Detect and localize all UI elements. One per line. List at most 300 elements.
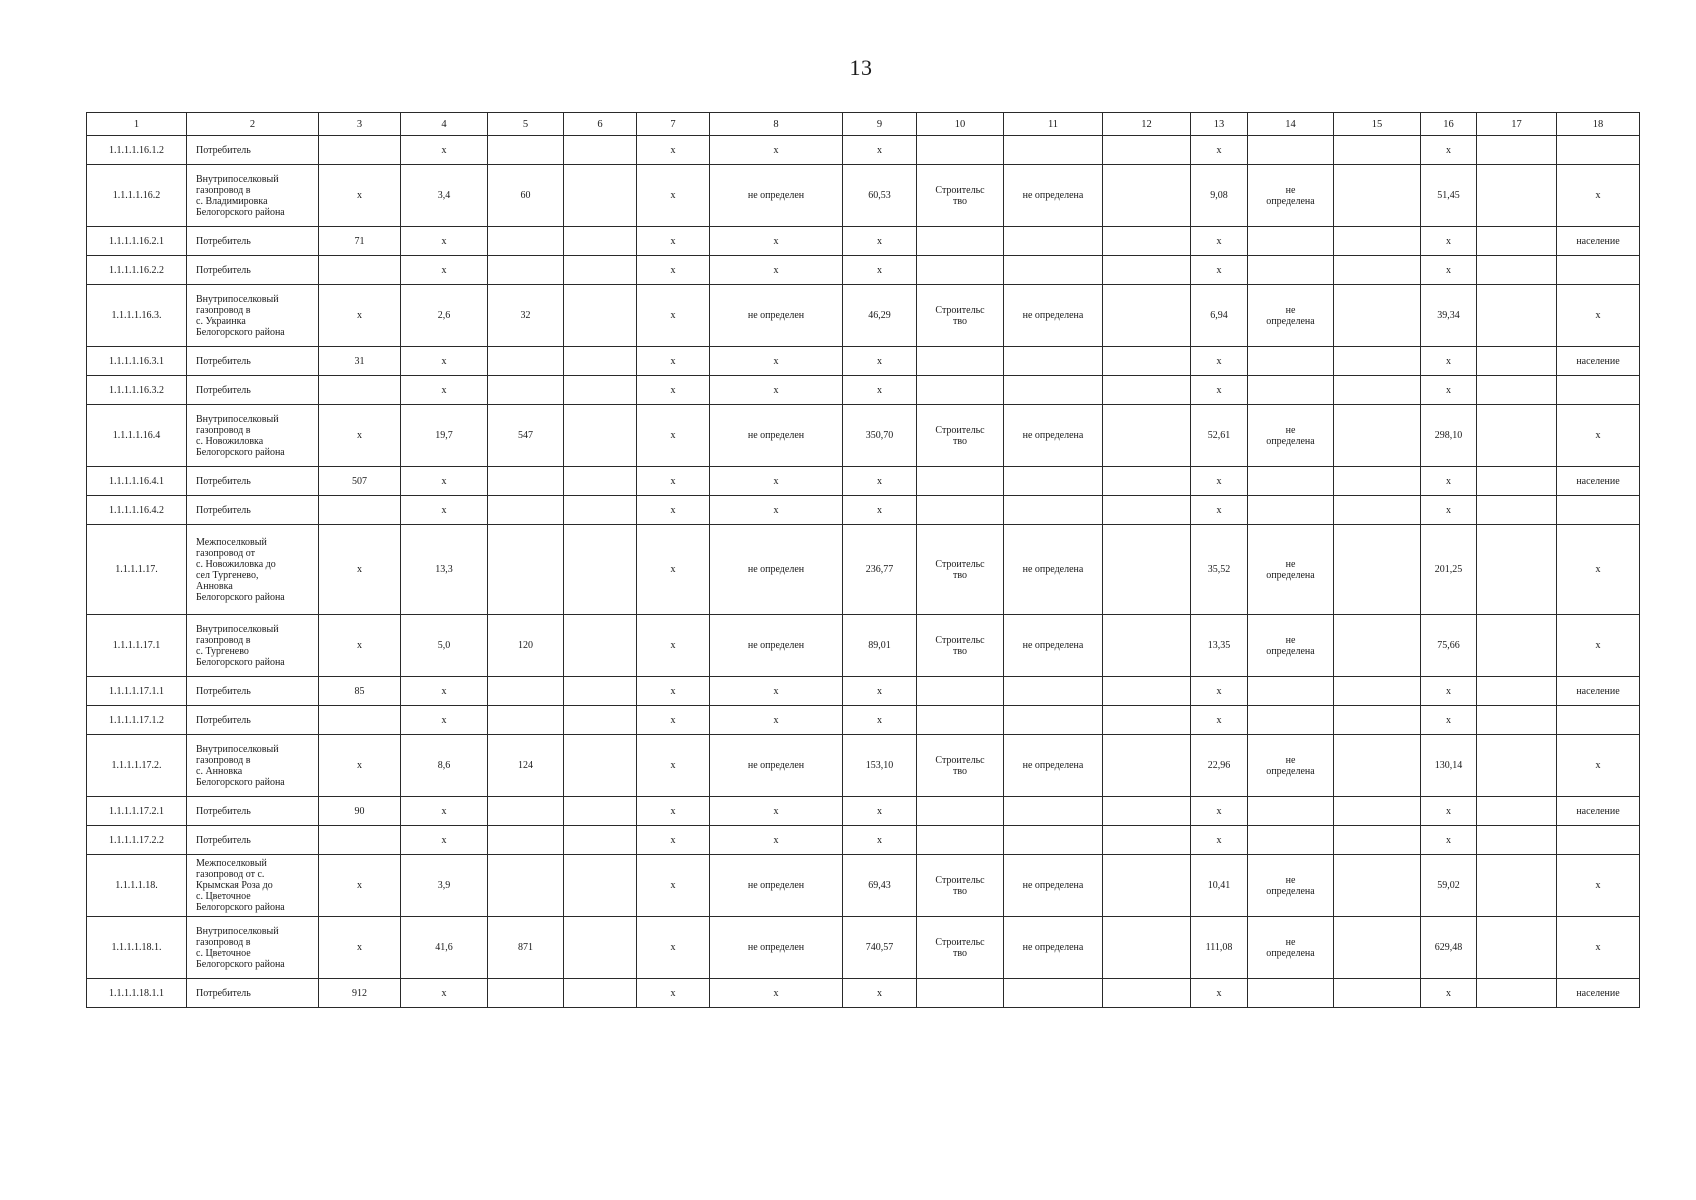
table-cell-col-11 bbox=[1004, 797, 1103, 826]
table-cell-col-13: х bbox=[1191, 136, 1248, 165]
table-cell-col-2: Внутрипоселковый газопровод в с. Цветочное Белогорского района bbox=[187, 917, 319, 979]
table-cell-col-7: х bbox=[637, 855, 710, 917]
table-cell-col-8: х bbox=[710, 467, 843, 496]
table-cell-col-11: не определена bbox=[1004, 855, 1103, 917]
table-cell-col-10: Строительс тво bbox=[917, 615, 1004, 677]
table-cell-col-6 bbox=[564, 347, 637, 376]
table-cell-col-14: не определена bbox=[1248, 735, 1334, 797]
table-cell-col-5 bbox=[488, 677, 564, 706]
table-cell-col-16: х bbox=[1421, 136, 1477, 165]
table-cell-col-10 bbox=[917, 256, 1004, 285]
table-cell-col-18: население bbox=[1557, 467, 1640, 496]
table-cell-col-6 bbox=[564, 136, 637, 165]
table-cell-col-11 bbox=[1004, 376, 1103, 405]
table-cell-col-11 bbox=[1004, 256, 1103, 285]
table-cell-col-17 bbox=[1477, 525, 1557, 615]
table-cell-col-8: х bbox=[710, 706, 843, 735]
table-cell-col-11: не определена bbox=[1004, 525, 1103, 615]
table-cell-col-1: 1.1.1.1.17.1.2 bbox=[87, 706, 187, 735]
table-cell-col-16: 75,66 bbox=[1421, 615, 1477, 677]
table-cell-col-13: х bbox=[1191, 256, 1248, 285]
table-cell-col-5 bbox=[488, 797, 564, 826]
table-cell-col-12 bbox=[1103, 285, 1191, 347]
table-cell-col-11 bbox=[1004, 347, 1103, 376]
table-cell-col-14 bbox=[1248, 227, 1334, 256]
table-cell-col-18: население bbox=[1557, 979, 1640, 1008]
table-cell-col-13: 52,61 bbox=[1191, 405, 1248, 467]
table-cell-col-3: 71 bbox=[319, 227, 401, 256]
table-cell-col-18: население bbox=[1557, 797, 1640, 826]
table-cell-col-3 bbox=[319, 256, 401, 285]
table-cell-col-12 bbox=[1103, 496, 1191, 525]
table-cell-col-11: не определена bbox=[1004, 735, 1103, 797]
table-cell-col-14 bbox=[1248, 256, 1334, 285]
table-cell-col-12 bbox=[1103, 826, 1191, 855]
table-cell-col-12 bbox=[1103, 405, 1191, 467]
table-cell-col-4: х bbox=[401, 496, 488, 525]
table-row bbox=[87, 525, 1640, 615]
table-cell-col-10: Строительс тво bbox=[917, 917, 1004, 979]
table-cell-col-2: Потребитель bbox=[187, 227, 319, 256]
table-cell-col-17 bbox=[1477, 706, 1557, 735]
table-cell-col-10 bbox=[917, 227, 1004, 256]
table-cell-col-15 bbox=[1334, 706, 1421, 735]
table-cell-col-18: население bbox=[1557, 347, 1640, 376]
table-cell-col-9: х bbox=[843, 706, 917, 735]
table-cell-col-8: х bbox=[710, 256, 843, 285]
table-cell-col-2: Внутрипоселковый газопровод в с. Анновка Белогорского района bbox=[187, 735, 319, 797]
table-cell-col-11: не определена bbox=[1004, 165, 1103, 227]
table-row bbox=[87, 826, 1640, 855]
table-cell-col-6 bbox=[564, 496, 637, 525]
table-cell-col-8: не определен bbox=[710, 525, 843, 615]
table-cell-col-2: Межпоселковый газопровод от с. Новожиловка до сел Тургенево, Анновка Белогорского района bbox=[187, 525, 319, 615]
table-cell-col-10 bbox=[917, 677, 1004, 706]
table-cell-col-13: х bbox=[1191, 376, 1248, 405]
table-row bbox=[87, 405, 1640, 467]
table-cell-col-7: х bbox=[637, 256, 710, 285]
table-cell-col-12 bbox=[1103, 706, 1191, 735]
table-cell-col-9: х bbox=[843, 467, 917, 496]
table-cell-col-13: х bbox=[1191, 797, 1248, 826]
table-cell-col-16: 51,45 bbox=[1421, 165, 1477, 227]
table-cell-col-4: х bbox=[401, 979, 488, 1008]
table-cell-col-18 bbox=[1557, 496, 1640, 525]
table-cell-col-7: х bbox=[637, 376, 710, 405]
table-cell-col-1: 1.1.1.1.16.4 bbox=[87, 405, 187, 467]
table-cell-col-1: 1.1.1.1.18.1. bbox=[87, 917, 187, 979]
table-cell-col-2: Потребитель bbox=[187, 496, 319, 525]
table-cell-col-10 bbox=[917, 797, 1004, 826]
table-row bbox=[87, 256, 1640, 285]
table-cell-col-5: 124 bbox=[488, 735, 564, 797]
page-number: 13 bbox=[849, 55, 873, 80]
table-cell-col-16: х bbox=[1421, 496, 1477, 525]
table-cell-col-4: х bbox=[401, 136, 488, 165]
table-cell-col-5 bbox=[488, 706, 564, 735]
table-cell-col-7: х bbox=[637, 735, 710, 797]
table-cell-col-10: Строительс тво bbox=[917, 405, 1004, 467]
table-cell-col-10 bbox=[917, 136, 1004, 165]
table-cell-col-16: х bbox=[1421, 347, 1477, 376]
table-cell-col-16: 298,10 bbox=[1421, 405, 1477, 467]
table-row bbox=[87, 496, 1640, 525]
table-cell-col-12 bbox=[1103, 376, 1191, 405]
table-cell-col-1: 1.1.1.1.17.2.1 bbox=[87, 797, 187, 826]
table-cell-col-8: х bbox=[710, 376, 843, 405]
table-cell-col-18: население bbox=[1557, 227, 1640, 256]
table-cell-col-14: не определена bbox=[1248, 525, 1334, 615]
table-cell-col-3 bbox=[319, 826, 401, 855]
table-cell-col-3: х bbox=[319, 735, 401, 797]
table-cell-col-2: Потребитель bbox=[187, 376, 319, 405]
table-cell-col-1: 1.1.1.1.16.2.1 bbox=[87, 227, 187, 256]
table-cell-col-2: Внутрипоселковый газопровод в с. Владимировка Белогорского района bbox=[187, 165, 319, 227]
table-cell-col-16: х bbox=[1421, 797, 1477, 826]
table-cell-col-3: х bbox=[319, 525, 401, 615]
header-cell-2: 2 bbox=[187, 113, 319, 136]
table-cell-col-9: х bbox=[843, 376, 917, 405]
table-cell-col-12 bbox=[1103, 256, 1191, 285]
table-cell-col-4: х bbox=[401, 256, 488, 285]
table-row bbox=[87, 979, 1640, 1008]
table-cell-col-8: х bbox=[710, 979, 843, 1008]
table-cell-col-17 bbox=[1477, 979, 1557, 1008]
table-row bbox=[87, 706, 1640, 735]
table-cell-col-4: 41,6 bbox=[401, 917, 488, 979]
table-cell-col-12 bbox=[1103, 615, 1191, 677]
header-cell-13: 13 bbox=[1191, 113, 1248, 136]
table-cell-col-15 bbox=[1334, 855, 1421, 917]
table-cell-col-8: х bbox=[710, 496, 843, 525]
table-cell-col-2: Потребитель bbox=[187, 347, 319, 376]
table-cell-col-6 bbox=[564, 917, 637, 979]
table-cell-col-9: 236,77 bbox=[843, 525, 917, 615]
table-cell-col-9: х bbox=[843, 496, 917, 525]
table-cell-col-9: х bbox=[843, 227, 917, 256]
table-cell-col-9: 350,70 bbox=[843, 405, 917, 467]
table-cell-col-18 bbox=[1557, 706, 1640, 735]
table-cell-col-8: х bbox=[710, 227, 843, 256]
header-cell-11: 11 bbox=[1004, 113, 1103, 136]
table-cell-col-1: 1.1.1.1.17.2.2 bbox=[87, 826, 187, 855]
table-cell-col-7: х bbox=[637, 706, 710, 735]
table-row bbox=[87, 677, 1640, 706]
table-cell-col-3: х bbox=[319, 917, 401, 979]
table-cell-col-18 bbox=[1557, 256, 1640, 285]
table-cell-col-13: х bbox=[1191, 467, 1248, 496]
table-row bbox=[87, 285, 1640, 347]
table-row bbox=[87, 735, 1640, 797]
table-cell-col-2: Потребитель bbox=[187, 706, 319, 735]
table-cell-col-7: х bbox=[637, 405, 710, 467]
table-cell-col-8: не определен bbox=[710, 735, 843, 797]
table-cell-col-1: 1.1.1.1.18.1.1 bbox=[87, 979, 187, 1008]
table-cell-col-3: 507 bbox=[319, 467, 401, 496]
table-cell-col-13: х bbox=[1191, 227, 1248, 256]
table-cell-col-13: 6,94 bbox=[1191, 285, 1248, 347]
table-cell-col-5 bbox=[488, 467, 564, 496]
table-cell-col-16: х bbox=[1421, 376, 1477, 405]
table-cell-col-3 bbox=[319, 376, 401, 405]
table-cell-col-7: х bbox=[637, 826, 710, 855]
table-cell-col-3: х bbox=[319, 855, 401, 917]
table-cell-col-10: Строительс тво bbox=[917, 855, 1004, 917]
table-cell-col-12 bbox=[1103, 979, 1191, 1008]
table-cell-col-3: 912 bbox=[319, 979, 401, 1008]
table-cell-col-17 bbox=[1477, 826, 1557, 855]
table-cell-col-5 bbox=[488, 979, 564, 1008]
table-cell-col-15 bbox=[1334, 136, 1421, 165]
table-cell-col-1: 1.1.1.1.17. bbox=[87, 525, 187, 615]
table-cell-col-7: х bbox=[637, 615, 710, 677]
table-cell-col-16: х bbox=[1421, 826, 1477, 855]
table-cell-col-7: х bbox=[637, 797, 710, 826]
table-cell-col-6 bbox=[564, 706, 637, 735]
table-cell-col-2: Потребитель bbox=[187, 136, 319, 165]
table-cell-col-13: х bbox=[1191, 496, 1248, 525]
table-cell-col-17 bbox=[1477, 376, 1557, 405]
table-row bbox=[87, 376, 1640, 405]
table-cell-col-16: 629,48 bbox=[1421, 917, 1477, 979]
table-cell-col-15 bbox=[1334, 285, 1421, 347]
table-cell-col-18: х bbox=[1557, 735, 1640, 797]
table-cell-col-5: 120 bbox=[488, 615, 564, 677]
table-cell-col-9: 60,53 bbox=[843, 165, 917, 227]
table-cell-col-9: 69,43 bbox=[843, 855, 917, 917]
table-cell-col-2: Потребитель bbox=[187, 256, 319, 285]
table-cell-col-7: х bbox=[637, 285, 710, 347]
table-cell-col-15 bbox=[1334, 347, 1421, 376]
table-cell-col-13: х bbox=[1191, 677, 1248, 706]
table-cell-col-1: 1.1.1.1.17.1 bbox=[87, 615, 187, 677]
header-row bbox=[87, 113, 1640, 136]
table-cell-col-2: Потребитель bbox=[187, 677, 319, 706]
table-cell-col-3 bbox=[319, 496, 401, 525]
table-row bbox=[87, 855, 1640, 917]
table-cell-col-17 bbox=[1477, 227, 1557, 256]
table-cell-col-17 bbox=[1477, 467, 1557, 496]
table-cell-col-18: х bbox=[1557, 855, 1640, 917]
table-cell-col-1: 1.1.1.1.16.3.2 bbox=[87, 376, 187, 405]
table-cell-col-8: не определен bbox=[710, 405, 843, 467]
table-row bbox=[87, 347, 1640, 376]
table-cell-col-9: 153,10 bbox=[843, 735, 917, 797]
table-cell-col-11 bbox=[1004, 826, 1103, 855]
table-cell-col-6 bbox=[564, 525, 637, 615]
table-cell-col-3 bbox=[319, 136, 401, 165]
table-cell-col-7: х bbox=[637, 227, 710, 256]
table-cell-col-9: х bbox=[843, 979, 917, 1008]
table-cell-col-7: х bbox=[637, 677, 710, 706]
table-cell-col-6 bbox=[564, 227, 637, 256]
table-row bbox=[87, 227, 1640, 256]
table-cell-col-17 bbox=[1477, 256, 1557, 285]
table-cell-col-17 bbox=[1477, 735, 1557, 797]
table-cell-col-7: х bbox=[637, 917, 710, 979]
table-cell-col-5 bbox=[488, 136, 564, 165]
table-cell-col-8: не определен bbox=[710, 285, 843, 347]
table-cell-col-15 bbox=[1334, 735, 1421, 797]
table-cell-col-4: х bbox=[401, 677, 488, 706]
table-row bbox=[87, 467, 1640, 496]
table-cell-col-6 bbox=[564, 285, 637, 347]
table-cell-col-8: не определен bbox=[710, 165, 843, 227]
table-cell-col-10 bbox=[917, 467, 1004, 496]
table-cell-col-14 bbox=[1248, 467, 1334, 496]
table-cell-col-9: х bbox=[843, 347, 917, 376]
table-cell-col-14: не определена bbox=[1248, 855, 1334, 917]
table-cell-col-15 bbox=[1334, 797, 1421, 826]
table-cell-col-4: х bbox=[401, 706, 488, 735]
table-cell-col-1: 1.1.1.1.16.4.2 bbox=[87, 496, 187, 525]
table-cell-col-2: Потребитель bbox=[187, 467, 319, 496]
table-cell-col-8: х bbox=[710, 347, 843, 376]
table-cell-col-5 bbox=[488, 826, 564, 855]
table-cell-col-15 bbox=[1334, 615, 1421, 677]
table-cell-col-5: 547 bbox=[488, 405, 564, 467]
table-cell-col-12 bbox=[1103, 735, 1191, 797]
table-cell-col-14: не определена bbox=[1248, 615, 1334, 677]
table-cell-col-16: х bbox=[1421, 677, 1477, 706]
table-cell-col-13: 10,41 bbox=[1191, 855, 1248, 917]
table-cell-col-10: Строительс тво bbox=[917, 735, 1004, 797]
table-cell-col-15 bbox=[1334, 826, 1421, 855]
table-cell-col-3: 85 bbox=[319, 677, 401, 706]
table-cell-col-7: х bbox=[637, 525, 710, 615]
table-cell-col-16: 201,25 bbox=[1421, 525, 1477, 615]
table-cell-col-10 bbox=[917, 706, 1004, 735]
header-cell-9: 9 bbox=[843, 113, 917, 136]
table-cell-col-13: х bbox=[1191, 826, 1248, 855]
table-cell-col-18: х bbox=[1557, 165, 1640, 227]
table-cell-col-15 bbox=[1334, 979, 1421, 1008]
header-cell-17: 17 bbox=[1477, 113, 1557, 136]
header-cell-3: 3 bbox=[319, 113, 401, 136]
table-cell-col-18: х bbox=[1557, 285, 1640, 347]
table-cell-col-4: х bbox=[401, 797, 488, 826]
table-cell-col-13: 13,35 bbox=[1191, 615, 1248, 677]
table-cell-col-3: х bbox=[319, 165, 401, 227]
table-cell-col-9: х bbox=[843, 677, 917, 706]
table-cell-col-1: 1.1.1.1.17.2. bbox=[87, 735, 187, 797]
table-cell-col-15 bbox=[1334, 496, 1421, 525]
table-cell-col-6 bbox=[564, 405, 637, 467]
header-cell-6: 6 bbox=[564, 113, 637, 136]
table-cell-col-6 bbox=[564, 165, 637, 227]
table-cell-col-17 bbox=[1477, 797, 1557, 826]
table-cell-col-17 bbox=[1477, 855, 1557, 917]
table-cell-col-1: 1.1.1.1.18. bbox=[87, 855, 187, 917]
table-cell-col-12 bbox=[1103, 467, 1191, 496]
table-cell-col-16: 130,14 bbox=[1421, 735, 1477, 797]
table-cell-col-12 bbox=[1103, 165, 1191, 227]
header-cell-12: 12 bbox=[1103, 113, 1191, 136]
table-cell-col-15 bbox=[1334, 677, 1421, 706]
table-cell-col-4: 13,3 bbox=[401, 525, 488, 615]
table-cell-col-7: х bbox=[637, 347, 710, 376]
table-cell-col-6 bbox=[564, 256, 637, 285]
table-cell-col-14 bbox=[1248, 706, 1334, 735]
table-cell-col-6 bbox=[564, 467, 637, 496]
table-cell-col-8: х bbox=[710, 677, 843, 706]
table-cell-col-4: 3,4 bbox=[401, 165, 488, 227]
table-cell-col-18 bbox=[1557, 826, 1640, 855]
header-cell-18: 18 bbox=[1557, 113, 1640, 136]
header-cell-10: 10 bbox=[917, 113, 1004, 136]
table-cell-col-16: х bbox=[1421, 227, 1477, 256]
table-cell-col-10: Строительс тво bbox=[917, 525, 1004, 615]
table-cell-col-17 bbox=[1477, 615, 1557, 677]
table-cell-col-14: не определена bbox=[1248, 165, 1334, 227]
table-cell-col-18 bbox=[1557, 376, 1640, 405]
table-cell-col-6 bbox=[564, 797, 637, 826]
table-cell-col-15 bbox=[1334, 405, 1421, 467]
table-cell-col-1: 1.1.1.1.16.2.2 bbox=[87, 256, 187, 285]
table-cell-col-11 bbox=[1004, 979, 1103, 1008]
table-cell-col-14: не определена bbox=[1248, 405, 1334, 467]
table-cell-col-4: х bbox=[401, 467, 488, 496]
table-cell-col-10 bbox=[917, 979, 1004, 1008]
table-cell-col-17 bbox=[1477, 917, 1557, 979]
table-cell-col-7: х bbox=[637, 136, 710, 165]
table-cell-col-2: Внутрипоселковый газопровод в с. Тургенево Белогорского района bbox=[187, 615, 319, 677]
table-cell-col-14 bbox=[1248, 979, 1334, 1008]
table-cell-col-14 bbox=[1248, 136, 1334, 165]
table-cell-col-15 bbox=[1334, 256, 1421, 285]
table-cell-col-11 bbox=[1004, 496, 1103, 525]
header-cell-1: 1 bbox=[87, 113, 187, 136]
table-cell-col-15 bbox=[1334, 227, 1421, 256]
table-cell-col-11 bbox=[1004, 467, 1103, 496]
table-cell-col-6 bbox=[564, 855, 637, 917]
table-cell-col-18: х bbox=[1557, 405, 1640, 467]
table-cell-col-4: 19,7 bbox=[401, 405, 488, 467]
table-cell-col-10 bbox=[917, 496, 1004, 525]
table-cell-col-3: х bbox=[319, 285, 401, 347]
table-cell-col-2: Потребитель bbox=[187, 979, 319, 1008]
table-cell-col-7: х bbox=[637, 979, 710, 1008]
table-cell-col-9: х bbox=[843, 136, 917, 165]
table-cell-col-10: Строительс тво bbox=[917, 285, 1004, 347]
table-cell-col-5 bbox=[488, 496, 564, 525]
table-cell-col-3: х bbox=[319, 615, 401, 677]
table-cell-col-5 bbox=[488, 256, 564, 285]
table-cell-col-4: х bbox=[401, 826, 488, 855]
table-row bbox=[87, 615, 1640, 677]
header-cell-8: 8 bbox=[710, 113, 843, 136]
table-cell-col-1: 1.1.1.1.16.1.2 bbox=[87, 136, 187, 165]
table-cell-col-8: х bbox=[710, 797, 843, 826]
table-cell-col-5 bbox=[488, 347, 564, 376]
header-cell-14: 14 bbox=[1248, 113, 1334, 136]
table-row bbox=[87, 165, 1640, 227]
table-cell-col-14 bbox=[1248, 496, 1334, 525]
table-cell-col-17 bbox=[1477, 136, 1557, 165]
header-cell-4: 4 bbox=[401, 113, 488, 136]
table-cell-col-2: Потребитель bbox=[187, 797, 319, 826]
table-cell-col-10: Строительс тво bbox=[917, 165, 1004, 227]
table-cell-col-5: 60 bbox=[488, 165, 564, 227]
table-cell-col-1: 1.1.1.1.16.3. bbox=[87, 285, 187, 347]
table-cell-col-10 bbox=[917, 826, 1004, 855]
table-cell-col-6 bbox=[564, 376, 637, 405]
table-cell-col-15 bbox=[1334, 525, 1421, 615]
table-cell-col-10 bbox=[917, 347, 1004, 376]
table-cell-col-8: не определен bbox=[710, 917, 843, 979]
table-cell-col-3 bbox=[319, 706, 401, 735]
header-cell-15: 15 bbox=[1334, 113, 1421, 136]
